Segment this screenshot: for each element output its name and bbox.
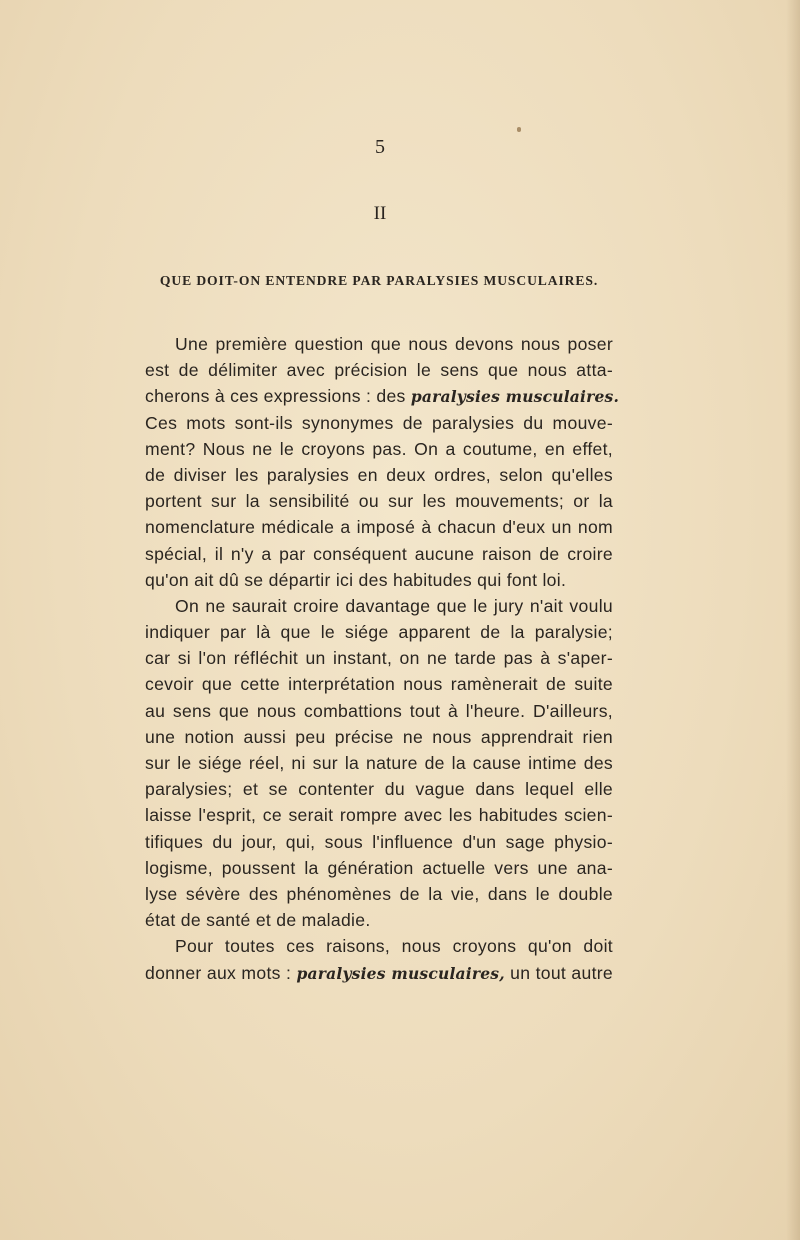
text-line	[145, 383, 620, 409]
text-line	[145, 776, 613, 802]
italic-phrase: paralysies musculaires,	[296, 963, 505, 983]
text-segment: au sens que nous combattions tout à l'heure. D'ailleurs,	[145, 700, 613, 721]
text-segment: paralysies; et se contenter du vague dans lequel elle	[145, 779, 613, 800]
text-line	[145, 698, 613, 724]
text-line	[145, 567, 613, 593]
text-segment: un tout autre	[504, 962, 613, 983]
text-segment: lyse sévère des phénomènes de la vie, dans le double	[145, 883, 613, 904]
text-line	[145, 829, 613, 855]
text-segment: une notion aussi peu précise ne nous apprendrait rien	[145, 726, 613, 747]
text-line	[145, 933, 613, 959]
text-line	[145, 462, 613, 488]
text-segment: qu'on ait dû se départir ici des habitudes qui font loi.	[145, 569, 567, 590]
text-line	[145, 593, 613, 619]
text-line	[145, 357, 613, 383]
text-segment: car si l'on réfléchit un instant, on ne tarde pas à s'aper-	[145, 648, 613, 669]
text-segment: On ne saurait croire davantage que le jury n'ait voulu	[175, 595, 613, 616]
text-segment: tifiques du jour, qui, sous l'influence d'un sage physio-	[145, 831, 613, 852]
page-number: 5	[375, 136, 385, 158]
text-line	[145, 541, 613, 567]
text-segment: spécial, il n'y a par conséquent aucune raison de croire	[145, 543, 613, 564]
text-segment: état de santé et de maladie.	[145, 910, 371, 931]
text-line	[145, 724, 613, 750]
text-line	[145, 331, 613, 357]
text-line	[145, 619, 613, 645]
chapter-title: QUE DOIT-ON ENTENDRE PAR PARALYSIES MUSCULAIRES.	[159, 273, 599, 288]
text-segment: cherons à ces expressions : des	[145, 386, 411, 407]
body-text	[145, 331, 620, 986]
text-segment: Une première question que nous devons nous poser	[175, 334, 613, 354]
text-line	[145, 960, 613, 986]
text-segment: donner aux mots :	[145, 962, 297, 983]
page-edge-shadow	[786, 0, 800, 1240]
text-segment: Ces mots sont-ils synonymes de paralysies du mouve-	[145, 412, 613, 433]
text-segment: Pour toutes ces raisons, nous croyons qu'on doit	[175, 936, 613, 957]
text-line	[145, 802, 613, 828]
text-segment: portent sur la sensibilité ou sur les mouvements; or la	[145, 491, 613, 512]
text-line	[145, 881, 613, 907]
text-segment: logisme, poussent la génération actuelle vers une ana-	[145, 857, 613, 878]
section-number: II	[373, 203, 387, 224]
text-segment: nomenclature médicale a imposé à chacun d'eux un nom	[145, 517, 613, 538]
text-segment: cevoir que cette interprétation nous ramènerait de suite	[145, 674, 613, 695]
text-line	[145, 671, 613, 697]
text-line	[145, 645, 613, 671]
text-segment: laisse l'esprit, ce serait rompre avec les habitudes scien-	[145, 805, 613, 826]
text-line	[145, 410, 613, 436]
text-line	[145, 855, 613, 881]
text-line	[145, 436, 613, 462]
text-segment: indiquer par là que le siége apparent de la paralysie;	[145, 622, 613, 643]
text-segment: ment? Nous ne le croyons pas. On a coutume, en effet,	[145, 438, 613, 459]
text-line	[145, 907, 613, 933]
italic-phrase: paralysies musculaires.	[410, 387, 620, 407]
text-segment: est de délimiter avec précision le sens que nous atta-	[145, 360, 613, 381]
text-line	[145, 750, 613, 776]
text-segment: de diviser les paralysies en deux ordres, selon qu'elles	[145, 464, 613, 485]
ink-speck	[517, 127, 521, 132]
text-segment: sur le siége réel, ni sur la nature de la cause intime des	[145, 753, 613, 773]
text-line	[145, 488, 613, 514]
text-line	[145, 514, 613, 540]
